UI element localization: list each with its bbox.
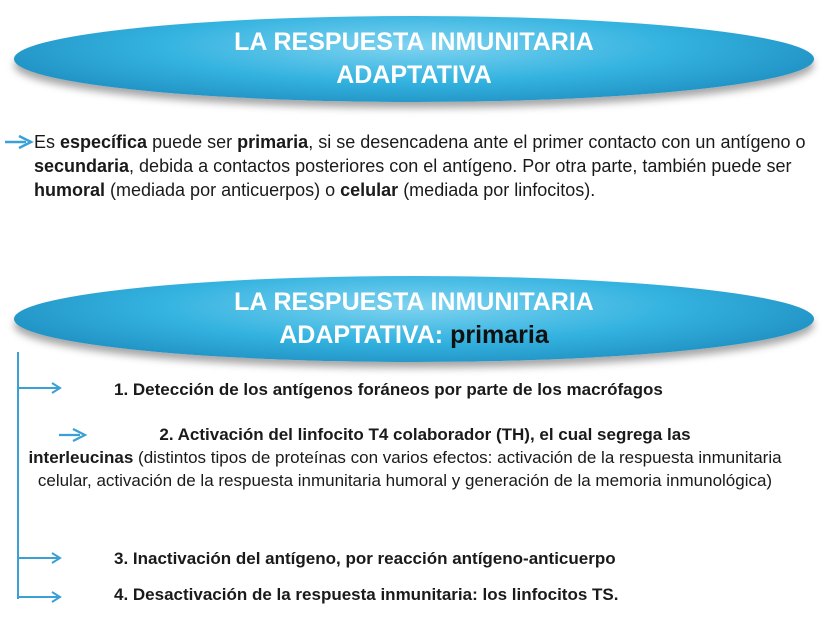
banner-title-line1: LA RESPUESTA INMUNITARIA (234, 28, 594, 56)
term-secundaria: secundaria (34, 156, 130, 176)
term-interleucinas: interleucinas (28, 448, 134, 467)
term-celular: celular (340, 180, 399, 200)
banner-highlight: primaria (450, 321, 549, 349)
banner-title-line2: ADAPTATIVA: primaria (279, 321, 549, 349)
step-1: 1. Detección de los antígenos foráneos por parte de los macrófagos (114, 380, 663, 399)
banner-title-line1: LA RESPUESTA INMUNITARIA (234, 288, 594, 316)
step-3: 3. Inactivación del antígeno, por reacción antígeno-anticuerpo (114, 549, 616, 568)
intro-paragraph: Es específica puede ser primaria, si se desencadena ante el primer contacto con un antígeno o secundaria, debida a contactos posteriores con el antígeno. Por otra parte, también puede ser humoral (mediada por anticuerpos) o celular (mediada por linfocitos). (34, 132, 806, 200)
term-especifica: específica (60, 132, 148, 152)
step-2: 2. Activación del linfocito T4 colaborador (TH), el cual segrega las interleucinas (distintos tipos de proteínas con varios efectos: activación de la respuesta inmunitaria celular, activación de la respuesta inmunitaria humoral y generación de la memoria inmunológica) (28, 425, 782, 490)
step-4: 4. Desactivación de la respuesta inmunitaria: los linfocitos TS. (114, 585, 619, 604)
term-humoral: humoral (34, 180, 106, 200)
banner-title-line2: ADAPTATIVA (336, 61, 492, 89)
term-primaria: primaria (237, 132, 309, 152)
